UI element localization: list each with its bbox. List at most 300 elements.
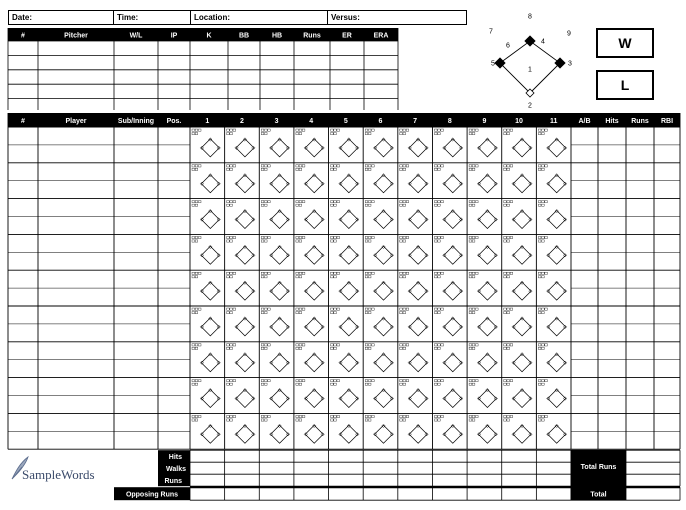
base-path-diamond[interactable] xyxy=(444,390,462,408)
ball-box[interactable] xyxy=(538,344,541,346)
base-path-diamond[interactable] xyxy=(513,318,531,336)
base-path-diamond[interactable] xyxy=(513,425,531,443)
ball-box[interactable] xyxy=(233,344,236,346)
at-bat-cell[interactable] xyxy=(400,165,428,193)
base-path-diamond[interactable] xyxy=(548,425,566,443)
ball-box[interactable] xyxy=(264,308,267,310)
at-bat-cell[interactable] xyxy=(296,201,324,229)
at-bat-cell[interactable] xyxy=(261,272,289,300)
ball-box[interactable] xyxy=(233,201,236,203)
ball-box[interactable] xyxy=(507,201,510,203)
strike-box[interactable] xyxy=(538,133,541,135)
at-bat-cell[interactable] xyxy=(365,272,393,300)
strike-box[interactable] xyxy=(368,204,371,206)
ball-box[interactable] xyxy=(542,201,545,203)
ball-box[interactable] xyxy=(365,129,368,131)
base-path-diamond[interactable] xyxy=(548,139,566,157)
ball-box[interactable] xyxy=(230,344,233,346)
base-path-diamond[interactable] xyxy=(305,354,323,372)
ball-box[interactable] xyxy=(230,129,233,131)
ball-box[interactable] xyxy=(475,272,478,274)
strike-box[interactable] xyxy=(230,240,233,242)
base-path-diamond[interactable] xyxy=(444,175,462,193)
ball-box[interactable] xyxy=(296,308,299,310)
base-path-diamond[interactable] xyxy=(548,390,566,408)
ball-box[interactable] xyxy=(268,129,271,131)
ball-box[interactable] xyxy=(403,165,406,167)
ball-box[interactable] xyxy=(507,236,510,238)
ball-box[interactable] xyxy=(475,236,478,238)
lineup-cell[interactable] xyxy=(38,342,114,378)
ball-box[interactable] xyxy=(299,380,302,382)
ball-box[interactable] xyxy=(198,165,201,167)
strike-box[interactable] xyxy=(331,168,334,170)
ball-box[interactable] xyxy=(475,308,478,310)
base-path-diamond[interactable] xyxy=(236,282,254,300)
base-path-diamond[interactable] xyxy=(340,139,358,157)
lineup-cell[interactable] xyxy=(8,163,38,199)
base-path-diamond[interactable] xyxy=(271,282,289,300)
ball-box[interactable] xyxy=(233,236,236,238)
strike-box[interactable] xyxy=(368,347,371,349)
strike-box[interactable] xyxy=(227,276,230,278)
base-path-diamond[interactable] xyxy=(271,175,289,193)
ball-box[interactable] xyxy=(368,344,371,346)
at-bat-cell[interactable] xyxy=(538,201,566,229)
at-bat-cell[interactable] xyxy=(192,201,220,229)
strike-box[interactable] xyxy=(538,240,541,242)
base-path-diamond[interactable] xyxy=(444,246,462,264)
base-path-diamond[interactable] xyxy=(236,354,254,372)
strike-box[interactable] xyxy=(507,133,510,135)
strike-box[interactable] xyxy=(261,204,264,206)
lineup-cell[interactable] xyxy=(114,199,158,235)
ball-box[interactable] xyxy=(538,201,541,203)
ball-box[interactable] xyxy=(438,236,441,238)
ball-box[interactable] xyxy=(230,380,233,382)
base-path-diamond[interactable] xyxy=(409,390,427,408)
strike-box[interactable] xyxy=(400,168,403,170)
strike-box[interactable] xyxy=(334,276,337,278)
ball-box[interactable] xyxy=(438,165,441,167)
strike-box[interactable] xyxy=(538,204,541,206)
at-bat-cell[interactable] xyxy=(469,415,497,443)
strike-box[interactable] xyxy=(504,133,507,135)
at-bat-cell[interactable] xyxy=(365,380,393,408)
ball-box[interactable] xyxy=(268,415,271,417)
strike-box[interactable] xyxy=(299,133,302,135)
ball-box[interactable] xyxy=(545,344,548,346)
base-path-diamond[interactable] xyxy=(236,425,254,443)
strike-box[interactable] xyxy=(227,347,230,349)
base-path-diamond[interactable] xyxy=(513,246,531,264)
strike-box[interactable] xyxy=(230,347,233,349)
ball-box[interactable] xyxy=(372,201,375,203)
opposing-runs-cell[interactable] xyxy=(432,487,467,500)
ball-box[interactable] xyxy=(434,272,437,274)
ball-box[interactable] xyxy=(472,201,475,203)
at-bat-cell[interactable] xyxy=(538,344,566,372)
strike-box[interactable] xyxy=(334,204,337,206)
strike-box[interactable] xyxy=(261,133,264,135)
stat-cell[interactable] xyxy=(626,342,654,378)
ball-box[interactable] xyxy=(192,236,195,238)
base-path-diamond[interactable] xyxy=(201,425,219,443)
strike-box[interactable] xyxy=(542,347,545,349)
strike-box[interactable] xyxy=(227,383,230,385)
ball-box[interactable] xyxy=(400,201,403,203)
at-bat-cell[interactable] xyxy=(469,344,497,372)
strike-box[interactable] xyxy=(365,204,368,206)
ball-box[interactable] xyxy=(434,380,437,382)
ball-box[interactable] xyxy=(198,272,201,274)
strike-box[interactable] xyxy=(438,383,441,385)
at-bat-cell[interactable] xyxy=(331,201,359,229)
strike-box[interactable] xyxy=(299,168,302,170)
strike-box[interactable] xyxy=(264,383,267,385)
ball-box[interactable] xyxy=(296,129,299,131)
strike-box[interactable] xyxy=(469,419,472,421)
strike-box[interactable] xyxy=(542,312,545,314)
opposing-runs-cell[interactable] xyxy=(225,487,260,500)
lineup-cell[interactable] xyxy=(158,306,190,342)
strike-box[interactable] xyxy=(434,168,437,170)
ball-box[interactable] xyxy=(299,344,302,346)
ball-box[interactable] xyxy=(331,415,334,417)
ball-box[interactable] xyxy=(195,201,198,203)
strike-box[interactable] xyxy=(261,419,264,421)
base-path-diamond[interactable] xyxy=(478,211,496,229)
ball-box[interactable] xyxy=(192,415,195,417)
at-bat-cell[interactable] xyxy=(469,380,497,408)
lineup-cell[interactable] xyxy=(114,413,158,449)
base-path-diamond[interactable] xyxy=(236,211,254,229)
ball-box[interactable] xyxy=(227,272,230,274)
strike-box[interactable] xyxy=(334,168,337,170)
ball-box[interactable] xyxy=(365,272,368,274)
ball-box[interactable] xyxy=(261,380,264,382)
strike-box[interactable] xyxy=(438,204,441,206)
ball-box[interactable] xyxy=(434,129,437,131)
strike-box[interactable] xyxy=(469,204,472,206)
strike-box[interactable] xyxy=(334,347,337,349)
base-path-diamond[interactable] xyxy=(548,282,566,300)
opposing-runs-cell[interactable] xyxy=(329,487,364,500)
at-bat-cell[interactable] xyxy=(331,236,359,264)
strike-box[interactable] xyxy=(227,312,230,314)
strike-box[interactable] xyxy=(434,347,437,349)
strike-box[interactable] xyxy=(403,204,406,206)
base-path-diamond[interactable] xyxy=(340,425,358,443)
strike-box[interactable] xyxy=(438,240,441,242)
ball-box[interactable] xyxy=(198,380,201,382)
at-bat-cell[interactable] xyxy=(331,272,359,300)
ball-box[interactable] xyxy=(299,165,302,167)
strike-box[interactable] xyxy=(261,240,264,242)
ball-box[interactable] xyxy=(365,415,368,417)
ball-box[interactable] xyxy=(302,344,305,346)
ball-box[interactable] xyxy=(195,165,198,167)
at-bat-cell[interactable] xyxy=(538,236,566,264)
at-bat-cell[interactable] xyxy=(434,165,462,193)
at-bat-cell[interactable] xyxy=(331,308,359,336)
ball-box[interactable] xyxy=(331,236,334,238)
base-path-diamond[interactable] xyxy=(409,175,427,193)
strike-box[interactable] xyxy=(296,240,299,242)
ball-box[interactable] xyxy=(406,415,409,417)
stat-cell[interactable] xyxy=(626,413,654,449)
at-bat-cell[interactable] xyxy=(434,129,462,157)
ball-box[interactable] xyxy=(227,201,230,203)
ball-box[interactable] xyxy=(198,236,201,238)
ball-box[interactable] xyxy=(261,165,264,167)
strike-box[interactable] xyxy=(296,312,299,314)
ball-box[interactable] xyxy=(400,129,403,131)
ball-box[interactable] xyxy=(334,344,337,346)
at-bat-cell[interactable] xyxy=(365,165,393,193)
ball-box[interactable] xyxy=(337,415,340,417)
ball-box[interactable] xyxy=(472,380,475,382)
ball-box[interactable] xyxy=(372,308,375,310)
base-path-diamond[interactable] xyxy=(305,282,323,300)
ball-box[interactable] xyxy=(296,380,299,382)
stat-cell[interactable] xyxy=(571,342,598,378)
strike-box[interactable] xyxy=(434,419,437,421)
at-bat-cell[interactable] xyxy=(331,415,359,443)
ball-box[interactable] xyxy=(406,380,409,382)
at-bat-cell[interactable] xyxy=(261,344,289,372)
ball-box[interactable] xyxy=(368,308,371,310)
ball-box[interactable] xyxy=(227,308,230,310)
stat-cell[interactable] xyxy=(626,127,654,163)
ball-box[interactable] xyxy=(261,415,264,417)
strike-box[interactable] xyxy=(400,133,403,135)
strike-box[interactable] xyxy=(469,276,472,278)
strike-box[interactable] xyxy=(542,419,545,421)
ball-box[interactable] xyxy=(400,165,403,167)
at-bat-cell[interactable] xyxy=(434,272,462,300)
ball-box[interactable] xyxy=(504,380,507,382)
ball-box[interactable] xyxy=(542,308,545,310)
stat-cell[interactable] xyxy=(654,163,680,199)
strike-box[interactable] xyxy=(264,347,267,349)
ball-box[interactable] xyxy=(296,236,299,238)
base-path-diamond[interactable] xyxy=(236,318,254,336)
at-bat-cell[interactable] xyxy=(331,380,359,408)
opposing-runs-cell[interactable] xyxy=(259,487,294,500)
strike-box[interactable] xyxy=(299,419,302,421)
strike-box[interactable] xyxy=(365,276,368,278)
base-path-diamond[interactable] xyxy=(409,425,427,443)
base-path-diamond[interactable] xyxy=(340,282,358,300)
base-path-diamond[interactable] xyxy=(375,211,393,229)
strike-box[interactable] xyxy=(264,133,267,135)
at-bat-cell[interactable] xyxy=(469,272,497,300)
at-bat-cell[interactable] xyxy=(296,380,324,408)
strike-box[interactable] xyxy=(296,276,299,278)
ball-box[interactable] xyxy=(472,129,475,131)
strike-box[interactable] xyxy=(299,383,302,385)
strike-box[interactable] xyxy=(192,312,195,314)
strike-box[interactable] xyxy=(365,419,368,421)
base-path-diamond[interactable] xyxy=(478,282,496,300)
lineup-cell[interactable] xyxy=(114,306,158,342)
ball-box[interactable] xyxy=(264,344,267,346)
base-path-diamond[interactable] xyxy=(444,282,462,300)
stat-cell[interactable] xyxy=(626,378,654,414)
ball-box[interactable] xyxy=(227,236,230,238)
base-path-diamond[interactable] xyxy=(340,211,358,229)
base-path-diamond[interactable] xyxy=(236,139,254,157)
at-bat-cell[interactable] xyxy=(192,380,220,408)
ball-box[interactable] xyxy=(337,129,340,131)
strike-box[interactable] xyxy=(403,419,406,421)
base-path-diamond[interactable] xyxy=(513,175,531,193)
ball-box[interactable] xyxy=(510,236,513,238)
ball-box[interactable] xyxy=(299,308,302,310)
base-path-diamond[interactable] xyxy=(271,425,289,443)
at-bat-cell[interactable] xyxy=(227,201,255,229)
at-bat-cell[interactable] xyxy=(434,236,462,264)
opposing-runs-cell[interactable] xyxy=(502,487,537,500)
strike-box[interactable] xyxy=(400,240,403,242)
ball-box[interactable] xyxy=(302,201,305,203)
strike-box[interactable] xyxy=(507,168,510,170)
ball-box[interactable] xyxy=(302,308,305,310)
at-bat-cell[interactable] xyxy=(504,344,532,372)
ball-box[interactable] xyxy=(368,165,371,167)
strike-box[interactable] xyxy=(438,168,441,170)
ball-box[interactable] xyxy=(469,272,472,274)
base-path-diamond[interactable] xyxy=(305,246,323,264)
base-path-diamond[interactable] xyxy=(548,318,566,336)
strike-box[interactable] xyxy=(472,276,475,278)
base-path-diamond[interactable] xyxy=(201,318,219,336)
stat-cell[interactable] xyxy=(571,199,598,235)
strike-box[interactable] xyxy=(230,168,233,170)
base-path-diamond[interactable] xyxy=(271,354,289,372)
strike-box[interactable] xyxy=(504,168,507,170)
base-path-diamond[interactable] xyxy=(305,318,323,336)
stat-cell[interactable] xyxy=(571,413,598,449)
base-path-diamond[interactable] xyxy=(305,425,323,443)
strike-box[interactable] xyxy=(192,240,195,242)
ball-box[interactable] xyxy=(261,129,264,131)
base-path-diamond[interactable] xyxy=(271,246,289,264)
strike-box[interactable] xyxy=(230,133,233,135)
strike-box[interactable] xyxy=(542,383,545,385)
ball-box[interactable] xyxy=(195,308,198,310)
ball-box[interactable] xyxy=(296,165,299,167)
ball-box[interactable] xyxy=(510,165,513,167)
ball-box[interactable] xyxy=(233,380,236,382)
ball-box[interactable] xyxy=(406,129,409,131)
ball-box[interactable] xyxy=(372,380,375,382)
strike-box[interactable] xyxy=(542,240,545,242)
strike-box[interactable] xyxy=(227,168,230,170)
ball-box[interactable] xyxy=(406,344,409,346)
ball-box[interactable] xyxy=(504,129,507,131)
strike-box[interactable] xyxy=(227,240,230,242)
strike-box[interactable] xyxy=(403,168,406,170)
ball-box[interactable] xyxy=(299,129,302,131)
strike-box[interactable] xyxy=(230,204,233,206)
base-path-diamond[interactable] xyxy=(478,425,496,443)
ball-box[interactable] xyxy=(538,129,541,131)
ball-box[interactable] xyxy=(469,380,472,382)
strike-box[interactable] xyxy=(400,312,403,314)
ball-box[interactable] xyxy=(230,201,233,203)
at-bat-cell[interactable] xyxy=(365,236,393,264)
at-bat-cell[interactable] xyxy=(538,165,566,193)
ball-box[interactable] xyxy=(475,201,478,203)
base-path-diamond[interactable] xyxy=(513,282,531,300)
ball-box[interactable] xyxy=(434,201,437,203)
base-path-diamond[interactable] xyxy=(375,175,393,193)
strike-box[interactable] xyxy=(368,168,371,170)
strike-box[interactable] xyxy=(538,347,541,349)
strike-box[interactable] xyxy=(400,383,403,385)
base-path-diamond[interactable] xyxy=(409,282,427,300)
at-bat-cell[interactable] xyxy=(365,129,393,157)
at-bat-cell[interactable] xyxy=(434,344,462,372)
at-bat-cell[interactable] xyxy=(261,236,289,264)
lineup-cell[interactable] xyxy=(158,378,190,414)
strike-box[interactable] xyxy=(434,312,437,314)
strike-box[interactable] xyxy=(542,276,545,278)
ball-box[interactable] xyxy=(195,344,198,346)
strike-box[interactable] xyxy=(434,276,437,278)
lineup-cell[interactable] xyxy=(158,342,190,378)
stat-cell[interactable] xyxy=(598,413,626,449)
ball-box[interactable] xyxy=(268,201,271,203)
strike-box[interactable] xyxy=(507,240,510,242)
strike-box[interactable] xyxy=(195,168,198,170)
at-bat-cell[interactable] xyxy=(261,308,289,336)
opposing-runs-cell[interactable] xyxy=(398,487,433,500)
ball-box[interactable] xyxy=(504,308,507,310)
base-path-diamond[interactable] xyxy=(478,390,496,408)
strike-box[interactable] xyxy=(195,204,198,206)
strike-box[interactable] xyxy=(264,240,267,242)
stat-cell[interactable] xyxy=(598,270,626,306)
strike-box[interactable] xyxy=(403,276,406,278)
ball-box[interactable] xyxy=(469,236,472,238)
ball-box[interactable] xyxy=(545,165,548,167)
ball-box[interactable] xyxy=(441,344,444,346)
ball-box[interactable] xyxy=(198,129,201,131)
at-bat-cell[interactable] xyxy=(227,236,255,264)
strike-box[interactable] xyxy=(264,168,267,170)
strike-box[interactable] xyxy=(365,240,368,242)
ball-box[interactable] xyxy=(441,129,444,131)
lineup-cell[interactable] xyxy=(38,234,114,270)
at-bat-cell[interactable] xyxy=(296,344,324,372)
strike-box[interactable] xyxy=(538,276,541,278)
at-bat-cell[interactable] xyxy=(469,308,497,336)
ball-box[interactable] xyxy=(302,129,305,131)
base-path-diamond[interactable] xyxy=(271,390,289,408)
strike-box[interactable] xyxy=(504,347,507,349)
ball-box[interactable] xyxy=(195,236,198,238)
strike-box[interactable] xyxy=(403,383,406,385)
at-bat-cell[interactable] xyxy=(538,380,566,408)
strike-box[interactable] xyxy=(296,419,299,421)
at-bat-cell[interactable] xyxy=(261,165,289,193)
strike-box[interactable] xyxy=(296,133,299,135)
strike-box[interactable] xyxy=(507,276,510,278)
ball-box[interactable] xyxy=(406,236,409,238)
